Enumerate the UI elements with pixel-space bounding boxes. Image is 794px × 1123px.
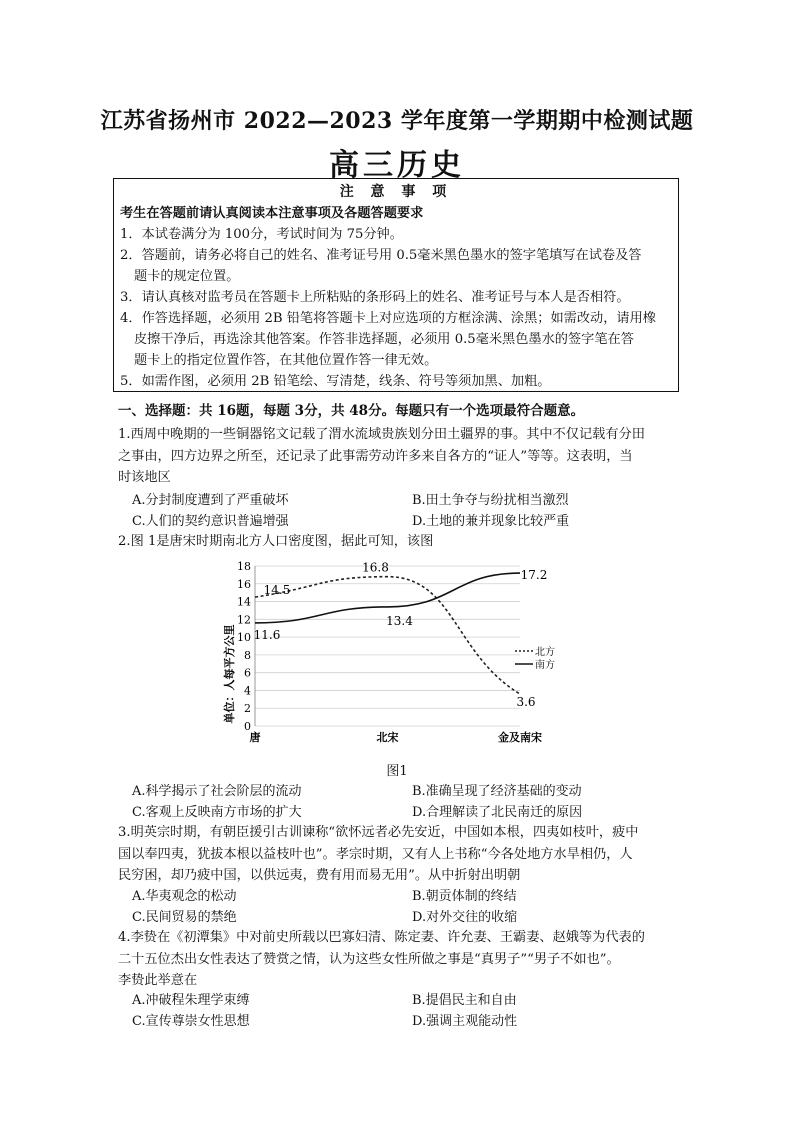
- chart-xticks: [250, 730, 543, 744]
- question-line: 4.李贽在《初潭集》中对前史所载以巴寡妇清、陈定妻、许允妻、王霸妻、赵娥等为代表的: [118, 930, 645, 945]
- q3-option-d[interactable]: D.对外交往的收缩: [412, 910, 518, 925]
- exam-title: 江苏省扬州市 2022—2023 学年度第一学期期中检测试题: [100, 108, 694, 134]
- q1-option-d[interactable]: D.土地的兼并现象比较严重: [412, 514, 570, 529]
- q2-option-d[interactable]: D.合理解读了北民南迁的原因: [412, 805, 583, 820]
- notice-item-continued: 题卡上的指定位置作答，在其他位置作答一律无效。: [134, 353, 438, 368]
- chart-data-labels: [254, 561, 548, 709]
- notice-box: [113, 178, 679, 392]
- y-tick-label: 18: [237, 560, 251, 573]
- notice-heading: 注 意 事 项: [339, 184, 453, 200]
- q1-option-a[interactable]: A.分封制度遭到了严重破坏: [132, 493, 289, 508]
- question-1: [118, 424, 688, 489]
- y-tick-label: 14: [237, 595, 251, 609]
- y-tick-label: 2: [244, 702, 251, 716]
- figure-caption: 图1: [386, 764, 408, 779]
- q4-option-b[interactable]: B.提倡民主和自由: [412, 993, 517, 1008]
- q1-option-b[interactable]: B.田土争夺与纷扰相当激烈: [412, 493, 569, 508]
- question-line: 民穷困，却乃疲中国，以供远夷，费有用而易无用”。从中折射出明朝: [118, 868, 521, 883]
- notice-lead: 考生在答题前请认真阅读本注意事项及各题答题要求: [120, 206, 424, 221]
- q3-option-a[interactable]: A.华夷观念的松动: [132, 889, 237, 904]
- notice-item: 4．作答选择题，必须用 2B 铅笔将答题卡上对应选项的方框涂满、涂黑；如需改动，请用橡: [120, 311, 656, 326]
- question-line: 二十五位杰出女性表达了赞赏之情，认为这些女性所做之事是“真男子”“男子不如也”。: [118, 951, 620, 967]
- series-north-line: [255, 577, 520, 694]
- notice-item: 5．如需作图，必须用 2B 铅笔绘、写清楚，线条、符号等须加黑、加粗。: [120, 374, 551, 389]
- q4-option-c[interactable]: C.宣传尊崇女性思想: [132, 1014, 250, 1029]
- chart-legend: [515, 645, 555, 671]
- q2-option-c[interactable]: C.客观上反映南方市场的扩大: [132, 805, 302, 820]
- data-label: 14.5: [263, 583, 291, 598]
- q4-option-a[interactable]: A.冲破程朱理学束缚: [132, 993, 250, 1008]
- notice-item-continued: 题卡的规定位置。: [134, 269, 240, 284]
- population-density-chart: [215, 556, 590, 746]
- x-tick-label: 金及南宋: [498, 731, 542, 744]
- q3-option-c[interactable]: C.民间贸易的禁绝: [132, 910, 237, 925]
- y-tick-label: 8: [244, 648, 251, 662]
- question-line: 之事由，四方边界之所至，还记录了此事需劳动许多来自各方的“证人”等等。这表明，当: [118, 448, 633, 464]
- question-line: 国以奉四夷，犹拔本根以益枝叶也”。孝宗时期，又有人上书称“今各处地方水旱相仍，人: [118, 846, 633, 862]
- question-line: 1.西周中晚期的一些铜器铭文记载了渭水流域贵族划分田土疆界的事。其中不仅记载有分田: [118, 427, 645, 442]
- section-heading: 一、选择题：共 16题，每题 3分，共 48分。每题只有一个选项最符合题意。: [118, 403, 585, 419]
- y-tick-label: 4: [244, 684, 251, 698]
- notice-item: 3．请认真核对监考员在答题卡上所粘贴的条形码上的姓名、准考证号与本人是否相符。: [120, 290, 630, 305]
- question-4: [118, 927, 688, 992]
- y-tick-label: 16: [237, 577, 251, 591]
- y-tick-label: 10: [237, 631, 251, 645]
- q2-option-b[interactable]: B.准确呈现了经济基础的变动: [412, 784, 582, 799]
- notice-item: 2．答题前，请务必将自己的姓名、准考证号用 0.5毫米黑色墨水的签字笔填写在试卷及答: [120, 248, 642, 263]
- q3-option-b[interactable]: B.朝贡体制的终结: [412, 889, 517, 904]
- y-tick-label: 6: [244, 666, 251, 680]
- question-line: 时该地区: [118, 470, 171, 485]
- q4-option-d[interactable]: D.强调主观能动性: [412, 1014, 518, 1029]
- legend-north-label: 北方: [535, 647, 555, 658]
- data-label: 3.6: [516, 695, 536, 709]
- data-label: 13.4: [386, 613, 413, 628]
- data-label: 17.2: [520, 568, 548, 583]
- data-label: 11.6: [253, 627, 281, 642]
- x-tick-label: 唐: [249, 731, 261, 744]
- question-line: 李贽此举意在: [118, 973, 198, 988]
- x-tick-label: 北宋: [376, 731, 399, 744]
- data-label: 16.8: [362, 560, 389, 575]
- legend-south-label: 南方: [535, 660, 555, 671]
- question-3: [118, 822, 688, 887]
- question-2-stem: 2.图 1是唐宋时期南北方人口密度图，据此可知，该图: [118, 534, 434, 549]
- y-tick-label: 0: [244, 720, 251, 733]
- y-tick-label: 12: [237, 613, 251, 627]
- q1-option-c[interactable]: C.人们的契约意识普遍增强: [132, 514, 289, 529]
- q2-option-a[interactable]: A.科学揭示了社会阶层的流动: [132, 784, 302, 799]
- notice-item: 1．本试卷满分为 100分，考试时间为 75分钟。: [120, 227, 403, 242]
- chart-ylabel: 单位：人每平方公里: [223, 624, 236, 724]
- notice-item-continued: 皮擦干净后，再选涂其他答案。作答非选择题，必须用 0.5毫米黑色墨水的签字笔在答: [134, 332, 634, 347]
- question-line: 3.明英宗时期，有朝臣援引古训谏称“欲怀远者必先安近，中国如本根，四夷如枝叶，疲中: [118, 825, 639, 840]
- chart-yticks: [237, 560, 251, 733]
- exam-subject: 高三历史: [329, 148, 465, 183]
